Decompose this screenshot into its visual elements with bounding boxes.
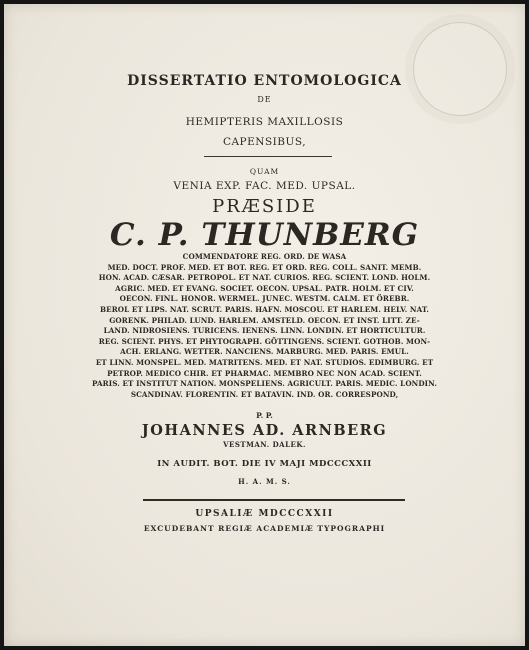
honors-line: AGRIC. MED. ET EVANG. SOCIET. OECON. UPSAL. PATR. HOLM. ET CIV. [115,283,414,293]
honors-line: ET LINN. MONSPEL. MED. MATRITENS. MED. ET NAT. STUDIOS. EDIMBURG. ET [95,357,434,367]
honors-line: OECON. FINL. HONOR. WERMEL. JUNEC. WESTM. CALM. ET ÖREBR. [119,294,410,304]
honors-line: BEROL ET LIPS. NAT. SCRUT. PARIS. HAFN. MOSCOU. ET HARLEM. HELV. NAT. [99,304,430,314]
imprint-rule [143,499,405,501]
honors-line: LAND. NIDROSIENS. TURICENS. IENENS. LINN. LONDIN. ET HORTICULTUR. [103,326,426,336]
honors-block [4,252,525,400]
imprint-printer: EXCUDEBANT REGIÆ ACADEMIÆ TYPOGRAPHI [143,524,386,533]
title-region: CAPENSIBUS, [222,136,307,148]
author-origin: VESTMAN. DALEK. [223,440,306,449]
title-page [4,4,525,646]
honors-line: COMMENDATORE REG. ORD. DE WASA [182,252,347,261]
author-name: JOHANNES AD. ARNBERG [141,422,388,439]
hams-line: H. A. M. S. [238,477,291,486]
quam-line: QUAM [249,167,280,176]
honors-line: SCANDINAV. FLORENTIN. ET BATAVIN. IND. OR. CORRESPOND, [130,389,399,399]
honors-line: GORENK. PHILAD. LUND. HARLEM. AMSTELD. OECON. ET INST. LITT. ZE- [109,315,420,325]
title-preposition: DE [257,95,272,104]
dissertation-title: DISSERTATIO ENTOMOLOGICA [127,73,402,89]
divider-rule [204,156,332,157]
venia-line: VENIA EXP. FAC. MED. UPSAL. [173,180,356,192]
honors-line: HON. ACAD. CÆSAR. PETROPOL. ET NAT. CURIOS. REG. SCIENT. LOND. HOLM. [98,273,431,283]
praeses-name: C. P. THUNBERG [109,217,420,253]
praeside-line: PRÆSIDE [212,196,317,217]
honors-line: PETROP. MEDICO CHIR. ET PHARMAC. MEMBRO NEC NON ACAD. SCIENT. [107,368,422,378]
honors-line: PARIS. ET INSTITUT NATION. MONSPELIENS. AGRICULT. PARIS. MEDIC. LONDIN. [92,379,437,389]
pp-line: P. P. [256,411,273,420]
imprint-city-year: UPSALIÆ MDCCCXXII [195,509,334,519]
defense-date: IN AUDIT. BOT. DIE IV MAJI MDCCCXXII [157,459,372,469]
title-subject: HEMIPTERIS MAXILLOSIS [185,116,344,128]
honors-line: MED. DOCT. PROF. MED. ET BOT. REG. ET ORD. REG. COLL. SANIT. MEMB. [107,262,422,272]
honors-line: ACH. ERLANG. WETTER. NANCIENS. MARBURG. MED. PARIS. EMUL. [120,347,409,357]
honors-line: REG. SCIENT. PHYS. ET PHYTOGRAPH. GÖTTINGENS. SCIENT. GOTHOB. MON- [98,336,431,346]
